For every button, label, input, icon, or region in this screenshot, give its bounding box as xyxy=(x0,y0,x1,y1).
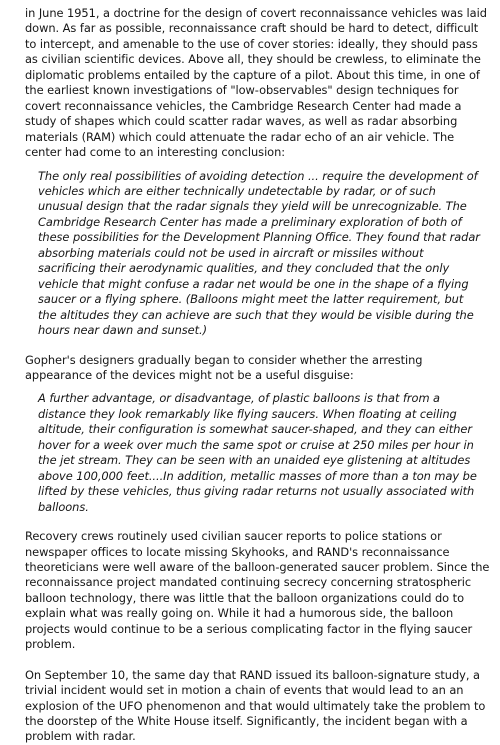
september-paragraph: On September 10, the same day that RAND issued its balloon-signature study, a trivial incident would set in motion a chain of events that would lead to an an explosion of the UFO phenomenon and that would ultimately take the problem to the doorstep of the White House itself. Significantly, the incident began with a problem with radar. xyxy=(25,667,486,744)
spacer xyxy=(25,161,490,169)
spacer xyxy=(25,653,490,668)
spacer xyxy=(25,383,490,391)
gopher-paragraph: Gopher's designers gradually began to consider whether the arresting appearance of the devices might not be a useful disguise: xyxy=(25,352,423,382)
spacer xyxy=(25,515,490,529)
recovery-paragraph: Recovery crews routinely used civilian saucer reports to police stations or newspaper offices to locate missing Skyhooks, and RAND's reconnaissance theoreticians were well aware of the balloon-generated saucer problem. Since the reconnaissance project mandated continuing secrecy concerning stratospheric balloon technology, there was little that the balloon organizations could do to explain what was really going on. While it had a humorous side, the balloon projects would continue to be a serious complicating factor in the flying saucer problem. xyxy=(25,529,490,652)
spacer xyxy=(25,339,490,353)
cambridge-quote: The only real possibilities of avoiding detection ... require the development of vehicles which are either technically undetectable by radar, or of such unusual design that the radar signals they yield will be unrecognizable. The Cambridge Research Center has made a preliminary exploration of both of these possibilities for the Development Planning Office. They found that radar absorbing materials could not be used in aircraft or missiles without sacrificing their aerodynamic qualities, and they concluded that the only vehicle that might confuse a radar net would be one in the shape of a flying saucer or a flying sphere. (Balloons might meet the latter requirement, but the altitudes they can achieve are such that they would be visible during the hours near dawn and sunset.) xyxy=(38,168,480,338)
balloon-quote: A further advantage, or disadvantage, of plastic balloons is that from a distance they look remarkably like flying saucers. When floating at ceiling altitude, their configuration is somewhat saucer-shaped, and they can either hover for a week over much the same spot or cruise at 250 miles per hour in the jet stream. They can be seen with an unaided eye glistening at altitudes above 100,000 feet....In addition, metallic masses of more than a ton may be lifted by these vehicles, thus giving radar returns not usually associated with balloons. xyxy=(38,391,477,514)
intro-paragraph: in June 1951, a doctrine for the design of covert reconnaissance vehicles was laid down. As far as possible, reconnaissance craft should be hard to detect, difficult to intercept, and amenable to the use of cover stories: ideally, they should pass as civilian scientific devices. Above all, they should be crewless, to eliminate the diplomatic problems entailed by the capture of a pilot. About this time, in one of the earliest known investigations of "low-observables" design techniques for covert reconnaissance vehicles, the Cambridge Research Center had made a study of shapes which could scatter radar waves, as well as radar absorbing materials (RAM) which could attenuate the radar echo of an air vehicle. The center had come to an interesting conclusion: xyxy=(25,6,487,160)
